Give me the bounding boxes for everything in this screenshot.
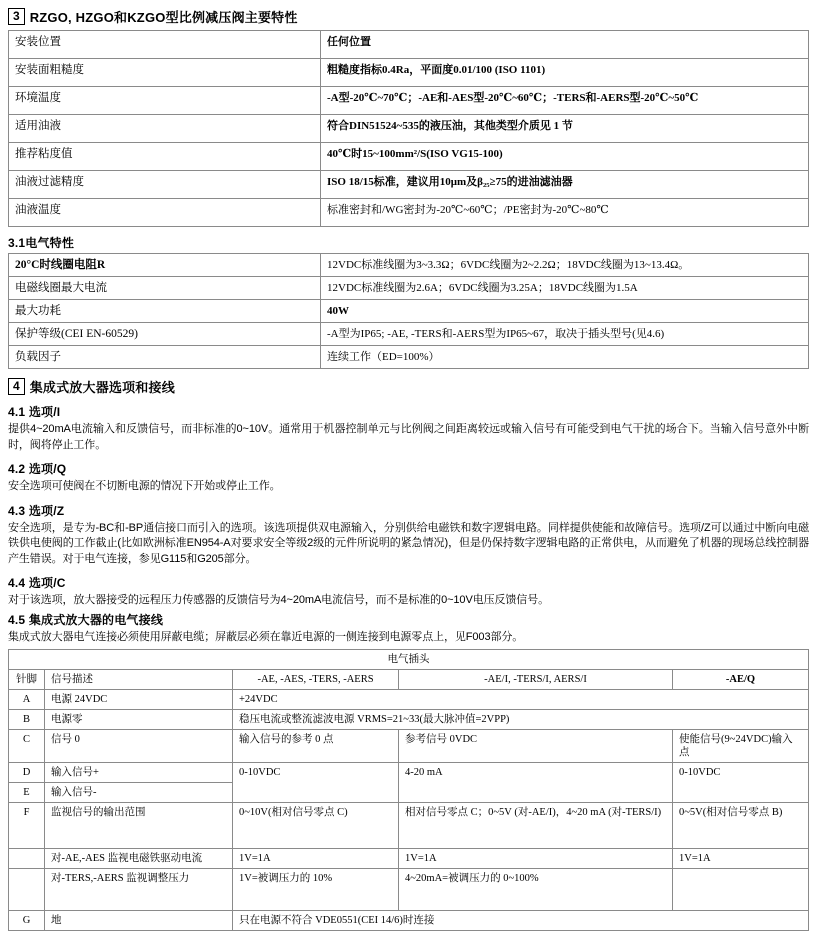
value-cell: 0~5V(相对信号零点 B) [673,803,809,849]
subsection-4-3-heading: 4.3 选项/Z [8,503,65,518]
table-row [9,31,809,59]
spec-value: 12VDC标准线圈为3~3.3Ω；6VDC线圈为2~2.2Ω；18VDC线圈为13~13.4Ω。 [321,254,809,277]
value-cell [233,783,399,803]
header-col4: -AE/I, -TERS/I, AERS/I [399,670,673,690]
spec-value: 标准密封和/WG密封为-20℃~60℃；/PE密封为-20℃~80℃ [321,199,809,227]
table-row [9,710,809,730]
table-row [9,783,809,803]
header-col5: -AE/Q [673,670,809,690]
value-cell: 使能信号(9~24VDC)输入点 [673,730,809,763]
spec-value: ISO 18/15标准，建议用10μm及β₂₅≥75的进油滤油器 [321,171,809,199]
value-cell: 0-10VDC [233,763,399,783]
pin-cell [9,849,45,869]
subsection-4-2-text: 安全选项可使阀在不切断电源的情况下开始或停止工作。 [8,480,281,492]
section-3-1-heading: 3.1电气特性 [8,236,75,250]
spec-key: 电磁线圈最大电流 [9,277,321,300]
value-cell: 0~10V(相对信号零点 C) [233,803,399,849]
signal-cell: 电源零 [45,710,233,730]
table-row [9,143,809,171]
table-row [9,59,809,87]
table-row-caption [9,650,809,670]
spec-key: 安装面粗糙度 [9,59,321,87]
subsection-4-2-heading: 4.2 选项/Q [8,462,67,476]
pin-cell: E [9,783,45,803]
signal-cell: 电源 24VDC [45,690,233,710]
subsection-4-4-heading: 4.4 选项/C [8,576,66,590]
value-cell [673,869,809,911]
table-row [9,171,809,199]
spec-key: 适用油液 [9,115,321,143]
table-row [9,690,809,710]
section-4-title: 集成式放大器选项和接线 [29,380,175,395]
electrical-specs-table [8,253,809,369]
value-cell: 1V=1A [673,849,809,869]
signal-cell: 对-AE,-AES 监视电磁铁驱动电流 [45,849,233,869]
value-cell [673,783,809,803]
signal-cell: 监视信号的输出范围 [45,803,233,849]
spec-value: 连续工作（ED=100%） [321,346,809,369]
signal-cell: 信号 0 [45,730,233,763]
subsection-4-4-text: 对于该选项，放大器接受的远程压力传感器的反馈信号为4~20mA电流信号，而不是标准的0~10V电压反馈信号。 [8,594,549,606]
pin-cell [9,869,45,911]
spec-value: -A型-20℃~70℃；-AE和-AES型-20℃~60℃；-TERS和-AERS型-20℃~50℃ [321,87,809,115]
table-row [9,803,809,849]
header-pin: 针脚 [9,670,45,690]
spec-value: 任何位置 [321,31,809,59]
table-row [9,300,809,323]
subsection-4-3-text: 安全选项，是专为-BC和-BP通信接口而引入的选项。该选项提供双电源输入，分别供给电磁铁和数字逻辑电路。同样提供使能和故障信号。选项/Z可以通过中断向电磁铁供电使阀的工作截止(比如欧洲标准EN954-A对要求安全等级2级的元件所说明的紧急情况)，但是仍保持数字逻辑电路的正常供电，从而避免了机器的现场总线控制器产生错误。对于电气连接，参见G115和G205部分。 [8,521,809,565]
section-3-heading [8,7,809,26]
value-cell: 稳压电流或整流滤波电源 VRMS=21~33(最大脉冲值=2VPP) [233,710,809,730]
spec-value: 12VDC标准线圈为2.6A；6VDC线圈为3.25A；18VDC线圈为1.5A [321,277,809,300]
section-3-title: RZGO, HZGO和KZGO型比例减压阀主要特性 [29,10,298,25]
signal-cell: 输入信号+ [45,763,233,783]
header-col3: -AE, -AES, -TERS, -AERS [233,670,399,690]
value-cell: 参考信号 0VDC [399,730,673,763]
subsection-4-1-heading: 4.1 选项/I [8,405,61,419]
table-row [9,115,809,143]
value-cell: 只在电源不符合 VDE0551(CEI 14/6)时连接 [233,911,809,931]
signal-cell: 地 [45,911,233,931]
general-specs-table [8,30,809,227]
spec-value: -A型为IP65; -AE, -TERS和-AERS型为IP65~67，取决于插头型号(见4.6) [321,323,809,346]
pin-cell: A [9,690,45,710]
wiring-caption: 电气插头 [9,650,809,670]
table-row [9,254,809,277]
value-cell: 1V=1A [399,849,673,869]
spec-key: 最大功耗 [9,300,321,323]
value-cell: 4-20 mA [399,763,673,783]
table-row [9,346,809,369]
subsection-4-5-heading: 4.5 集成式放大器的电气接线 [8,612,164,627]
table-row [9,763,809,783]
spec-value: 40W [321,300,809,323]
section-4-number: 4 [8,378,25,395]
value-cell [399,783,673,803]
table-row [9,323,809,346]
value-cell: 1V=1A [233,849,399,869]
pin-cell: F [9,803,45,849]
value-cell: 相对信号零点 C；0~5V (对-AE/I)，4~20 mA (对-TERS/I) [399,803,673,849]
table-row [9,911,809,931]
spec-key: 油液过滤精度 [9,171,321,199]
subsection-4-5-text: 集成式放大器电气连接必须使用屏蔽电缆；屏蔽层必须在靠近电源的一侧连接到电源零点上，见F003部分。 [8,630,524,643]
spec-value: 粗糙度指标0.4Ra，平面度0.01/100 (ISO 1101) [321,59,809,87]
signal-cell: 输入信号- [45,783,233,803]
table-row-header [9,670,809,690]
pin-cell: C [9,730,45,763]
section-3-number: 3 [8,8,25,25]
value-cell: 输入信号的参考 0 点 [233,730,399,763]
spec-key: 20°C时线圈电阻R [9,254,321,277]
subsection-4-1-text: 提供4~20mA电流输入和反馈信号，而非标准的0~10V。通常用于机器控制单元与比例阀之间距离较远或输入信号有可能受到电气干扰的场合下。当输入信号意外中断时，阀将停止工作。 [8,423,809,451]
spec-key: 油液温度 [9,199,321,227]
pin-cell: G [9,911,45,931]
section-4-heading [8,377,809,396]
pin-cell: B [9,710,45,730]
spec-key: 环境温度 [9,87,321,115]
spec-key: 负载因子 [9,346,321,369]
table-row [9,849,809,869]
value-cell: +24VDC [233,690,809,710]
value-cell: 1V=被调压力的 10% [233,869,399,911]
spec-key: 推荐粘度值 [9,143,321,171]
header-signal: 信号描述 [45,670,233,690]
spec-key: 保护等级(CEI EN-60529) [9,323,321,346]
table-row [9,87,809,115]
wiring-table [8,649,809,931]
table-row [9,730,809,763]
table-row [9,869,809,911]
pin-cell: D [9,763,45,783]
value-cell: 4~20mA=被调压力的 0~100% [399,869,673,911]
signal-cell: 对-TERS,-AERS 监视调整压力 [45,869,233,911]
value-cell: 0-10VDC [673,763,809,783]
table-row [9,277,809,300]
spec-value: 40℃时15~100mm²/S(ISO VG15-100) [321,143,809,171]
spec-value: 符合DIN51524~535的液压油，其他类型介质见 1 节 [321,115,809,143]
spec-key: 安装位置 [9,31,321,59]
table-row [9,199,809,227]
